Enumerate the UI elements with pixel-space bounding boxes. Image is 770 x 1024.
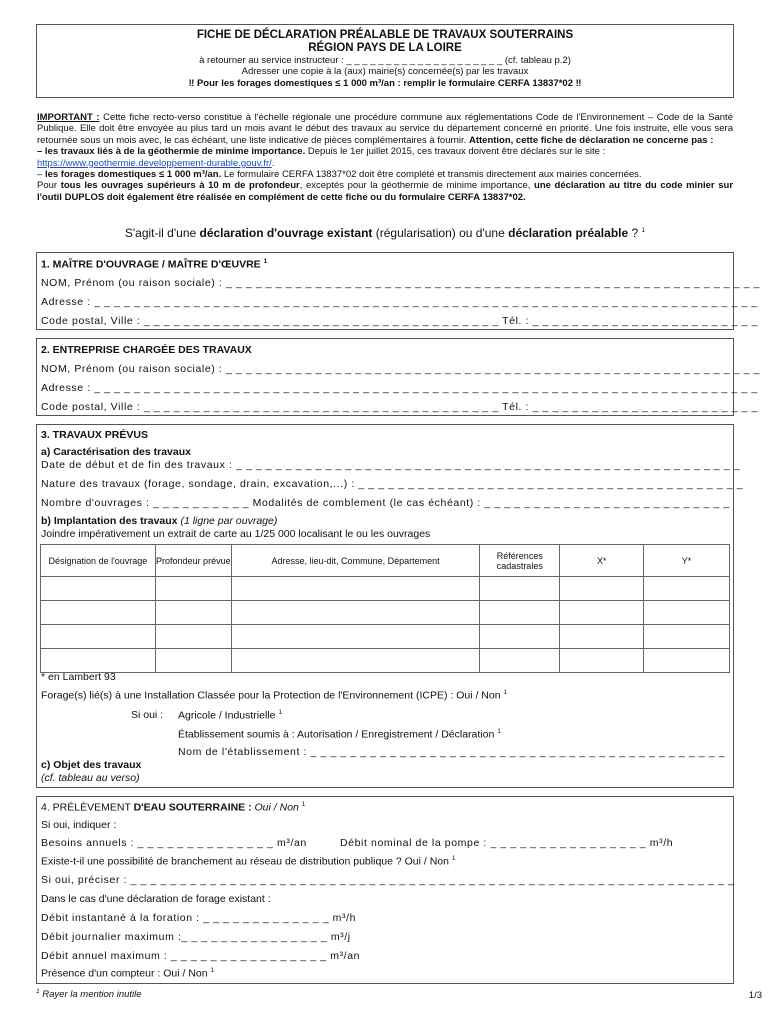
important-text: Cette fiche recto-verso constitue à l'échelle régionale une procédure commune aux réglementations Code de l'Environnement – Code de la Santé Publique. Elle doit être envoyée au plus tard un mois avant le début des travaux au service du département concerné en priorité. Une fois instruite, elle vous sera retournée sous un mois avec, le cas échéant, une liste indicative de pièces complémentaires à fournir. [37,112,733,146]
col-y: Y* [644,545,730,577]
s3-nombre-field[interactable]: Nombre d'ouvrages : _ _ _ _ _ _ _ _ _ _ Modalités de comblement (le cas échéant) : _ _ _ _ _ _ _ _ _ _ _ _ _ _ _ _ _ _ _ _ _ _ _ _ _ [41,497,730,509]
s3-b-joindre: Joindre impérativement un extrait de carte au 1/25 000 localisant le ou les ouvrages [41,528,431,540]
geothermie-item: – les travaux liés à de la géothermie de minime importance. [37,146,306,158]
table-row [41,625,730,649]
s4-sioui: Si oui, indiquer : [41,819,117,831]
s1-nom-field[interactable]: NOM, Prénom (ou raison sociale) : _ _ _ _ _ _ _ _ _ _ _ _ _ _ _ _ _ _ _ _ _ _ _ _ _ _ _ _ _ _ _ _ _ _ _ _ _ _ _ _ _ _ _ _ _ _ _ _ _ _ _ _ _ _ [41,277,761,289]
item2-prefix: – [37,169,45,181]
table-cell[interactable] [41,649,156,673]
table-cell[interactable] [231,601,480,625]
s3-b-title: b) Implantation des travaux (1 ligne par ouvrage) [41,515,278,527]
q-a: S'agit-il d'une [124,226,200,240]
s3-c-title: c) Objet des travaux [41,759,142,771]
p2-d: une déclaration au titre du code minier sur l'outil DUPLOS doit également être réalisée en complément de cette fiche ou du formulaire CERFA 13837*02. [37,180,734,203]
section-entreprise [36,338,761,416]
cerfa-warning: ‼ Pour les forages domestiques ≤ 1 000 m³/an : remplir le formulaire CERFA 13837*02 ‼ [188,78,582,89]
implantation-table [40,544,730,673]
table-cell[interactable] [231,649,480,673]
icpe-etablissement[interactable]: Établissement soumis à : Autorisation / Enregistrement / Déclaration $^1$ [178,728,501,741]
icpe-agricole[interactable]: Agricole / Industrielle $^1$ [178,709,283,722]
table-cell[interactable] [480,577,560,601]
p2-b: tous les ouvrages supérieurs à 10 m de profondeur [60,180,300,192]
icpe-question[interactable]: Forage(s) lié(s) à une Installation Classée pour la Protection de l'Environnement (ICPE) : Oui / Non $^1$ [41,689,508,702]
table-row [41,601,730,625]
p2-a: Pour [37,180,61,192]
s3-nature-field[interactable]: Nature des travaux (forage, sondage, drain, excavation,...) : _ _ _ _ _ _ _ _ _ _ _ _ _ _ _ _ _ _ _ _ _ _ _ _ _ _ _ _ _ _ _ _ _ _ _ _ _ _ _ [41,478,744,490]
s4-compteur[interactable]: Présence d'un compteur : Oui / Non $^1$ [41,967,215,980]
table-cell[interactable] [41,625,156,649]
table-row [41,577,730,601]
q-e: ? [628,226,642,240]
s1-title: 1. MAÎTRE D'OUVRAGE / MAÎTRE D'ŒUVRE $^1$ [41,258,268,271]
header-box [36,24,734,98]
table-cell[interactable] [231,625,480,649]
important-label: IMPORTANT : [37,112,100,123]
s2-nom-field[interactable]: NOM, Prénom (ou raison sociale) : _ _ _ _ _ _ _ _ _ _ _ _ _ _ _ _ _ _ _ _ _ _ _ _ _ _ _ _ _ _ _ _ _ _ _ _ _ _ _ _ _ _ _ _ _ _ _ _ _ _ _ _ _ _ [41,363,761,375]
col-x: X* [560,545,644,577]
s4-besoins-field[interactable]: Besoins annuels : _ _ _ _ _ _ _ _ _ _ _ _ _ _ m³/an [41,837,307,849]
s2-adresse-field[interactable]: Adresse : _ _ _ _ _ _ _ _ _ _ _ _ _ _ _ _ _ _ _ _ _ _ _ _ _ _ _ _ _ _ _ _ _ _ _ _ _ _ _ _ _ _ _ _ _ _ _ _ _ _ _ _ _ _ _ _ _ _ _ _ _ _ _ _ _ _ _ [41,382,758,394]
s1-cp-field[interactable]: Code postal, Ville : _ _ _ _ _ _ _ _ _ _ _ _ _ _ _ _ _ _ _ _ _ _ _ _ _ _ _ _ _ _ _ _ _ _ _ _ Tél. : _ _ _ _ _ _ _ _ _ _ _ _ _ _ _ _ _ _ _ _ _ _ _ [41,315,759,327]
table-cell[interactable] [480,625,560,649]
p2-c: , exceptés pour la géothermie de minime importance, [299,180,535,192]
form-title: FICHE DE DÉCLARATION PRÉALABLE DE TRAVAUX SOUTERRAINS [196,29,574,41]
table-cell[interactable] [560,625,644,649]
table-cell[interactable] [644,625,730,649]
s3-dates-field[interactable]: Date de début et de fin des travaux : _ _ _ _ _ _ _ _ _ _ _ _ _ _ _ _ _ _ _ _ _ _ _ _ _ _ _ _ _ _ _ _ _ _ _ _ _ _ _ _ _ _ _ _ _ _ _ _ _ _ _ [41,459,741,471]
forages-text: Le formulaire CERFA 13837*02 doit être complété et transmis directement aux mairies concernées. [221,169,642,181]
s3-a-title: a) Caractérisation des travaux [41,446,191,458]
footnote: $^1$ Rayer la mention inutile [36,988,142,1001]
s4-pompe-field[interactable]: Débit nominal de la pompe : _ _ _ _ _ _ _ _ _ _ _ _ _ _ _ _ m³/h [340,837,674,849]
table-cell[interactable] [155,649,231,673]
attention-text: Attention, cette fiche de déclaration ne concerne pas : [468,134,714,146]
table-cell[interactable] [41,577,156,601]
lambert-note: * en Lambert 93 [41,671,116,683]
s4-existant: Dans le cas d'une déclaration de forage existant : [41,893,271,905]
q-sup: 1 [641,227,646,234]
page-number: 1/3 [748,990,762,1001]
s4-branchement[interactable]: Existe-t-il une possibilité de branchement au réseau de distribution publique ? Oui / Non $^1$ [41,855,456,868]
table-cell[interactable] [480,649,560,673]
table-cell[interactable] [155,577,231,601]
section-prelevement [36,796,734,984]
col-designation: Désignation de l'ouvrage [41,545,156,577]
important-notice: IMPORTANT : Cette fiche recto-verso constitue à l'échelle régionale une procédure commune aux réglementations Code de l'Environnement – Code de la Santé Publique. Elle doit être envoyée au plus tard un mois avant le début des travaux au service du département concerné en priorité. Une fois instruite, elle vous sera retournée sous un mois avec, le cas échéant, une liste indicative de pièces complémentaires à fournir. Attention, cette fiche de déclaration ne concerne pas : – les travaux liés à de la géothermie de minime importance. Depuis le 1er juillet 2015, ces travaux doivent être déclarés sur le site : https://www.geothermie.developpement-durable.gouv.fr/. – les forages domestiques ≤ 1 000 m³/an. Le formulaire CERFA 13837*02 doit être complété et transmis directement aux mairies concernées. Pour tous les ouvrages supérieurs à 10 m de profondeur, exceptés pour la géothermie de minime importance, une déclaration au titre du code minier sur l'outil DUPLOS doit également être réalisée en complément de cette fiche ou du formulaire CERFA 13837*02. [37,112,734,203]
table-cell[interactable] [560,577,644,601]
col-profondeur: Profondeur prévue [155,545,231,577]
s2-title: 2. ENTREPRISE CHARGÉE DES TRAVAUX [41,344,252,356]
icpe-nom-field[interactable]: Nom de l'établissement : _ _ _ _ _ _ _ _ _ _ _ _ _ _ _ _ _ _ _ _ _ _ _ _ _ _ _ _ _ _ _ _ _ _ _ _ _ _ _ _ _ _ [178,746,726,758]
s2-cp-field[interactable]: Code postal, Ville : _ _ _ _ _ _ _ _ _ _ _ _ _ _ _ _ _ _ _ _ _ _ _ _ _ _ _ _ _ _ _ _ _ _ _ _ Tél. : _ _ _ _ _ _ _ _ _ _ _ _ _ _ _ _ _ _ _ _ _ _ _ [41,401,759,413]
return-instruction: à retourner au service instructeur : _ _ _ _ _ _ _ _ _ _ _ _ _ _ _ _ _ _ _ _ (cf. tableau p.2) [199,55,571,66]
copy-instruction: Adresser une copie à la (aux) mairie(s) concernée(s) par les travaux [241,66,529,77]
table-cell[interactable] [480,601,560,625]
table-row [41,649,730,673]
table-cell[interactable] [644,577,730,601]
s4-instant-field[interactable]: Débit instantané à la foration : _ _ _ _ _ _ _ _ _ _ _ _ _ m³/h [41,912,357,924]
table-cell[interactable] [560,601,644,625]
q-prealable[interactable]: déclaration préalable [508,226,629,240]
table-cell[interactable] [155,625,231,649]
region-title: RÉGION PAYS DE LA LOIRE [308,42,462,54]
table-cell[interactable] [644,601,730,625]
s3-c-note: (cf. tableau au verso) [41,772,140,784]
table-cell[interactable] [231,577,480,601]
table-cell[interactable] [560,649,644,673]
icpe-sioui: Si oui : [131,709,164,721]
geothermie-text: Depuis le 1er juillet 2015, ces travaux doivent être déclarés sur le site : [305,146,606,158]
s3-title: 3. TRAVAUX PRÉVUS [41,429,148,441]
declaration-question [0,226,770,240]
s4-preciser-field[interactable]: Si oui, préciser : _ _ _ _ _ _ _ _ _ _ _ _ _ _ _ _ _ _ _ _ _ _ _ _ _ _ _ _ _ _ _ _ _ _ _ _ _ _ _ _ _ _ _ _ _ _ _ _ _ _ _ _ _ _ _ _ _ _ _ _ _ [41,874,735,886]
col-cadastre: Références cadastrales [480,545,560,577]
section-maitre-ouvrage [36,252,761,330]
s4-title[interactable]: 4. PRÉLÈVEMENT D'EAU SOUTERRAINE : Oui / Non $^1$ [41,801,306,814]
s4-annuel-field[interactable]: Débit annuel maximum : _ _ _ _ _ _ _ _ _ _ _ _ _ _ _ _ m³/an [41,950,361,962]
table-cell[interactable] [41,601,156,625]
geothermie-link[interactable]: https://www.geothermie.developpement-durable.gouv.fr/ [37,157,272,169]
q-existing[interactable]: déclaration d'ouvrage existant [199,226,373,240]
table-cell[interactable] [155,601,231,625]
s4-journalier-field[interactable]: Débit journalier maximum :_ _ _ _ _ _ _ _ _ _ _ _ _ _ _ m³/j [41,931,351,943]
q-c: (régularisation) ou d'une [372,226,509,240]
s1-adresse-field[interactable]: Adresse : _ _ _ _ _ _ _ _ _ _ _ _ _ _ _ _ _ _ _ _ _ _ _ _ _ _ _ _ _ _ _ _ _ _ _ _ _ _ _ _ _ _ _ _ _ _ _ _ _ _ _ _ _ _ _ _ _ _ _ _ _ _ _ _ _ _ _ [41,296,758,308]
forages-item: les forages domestiques ≤ 1 000 m³/an. [44,169,222,181]
table-header-row [41,545,730,577]
col-adresse: Adresse, lieu-dit, Commune, Département [231,545,480,577]
table-cell[interactable] [644,649,730,673]
